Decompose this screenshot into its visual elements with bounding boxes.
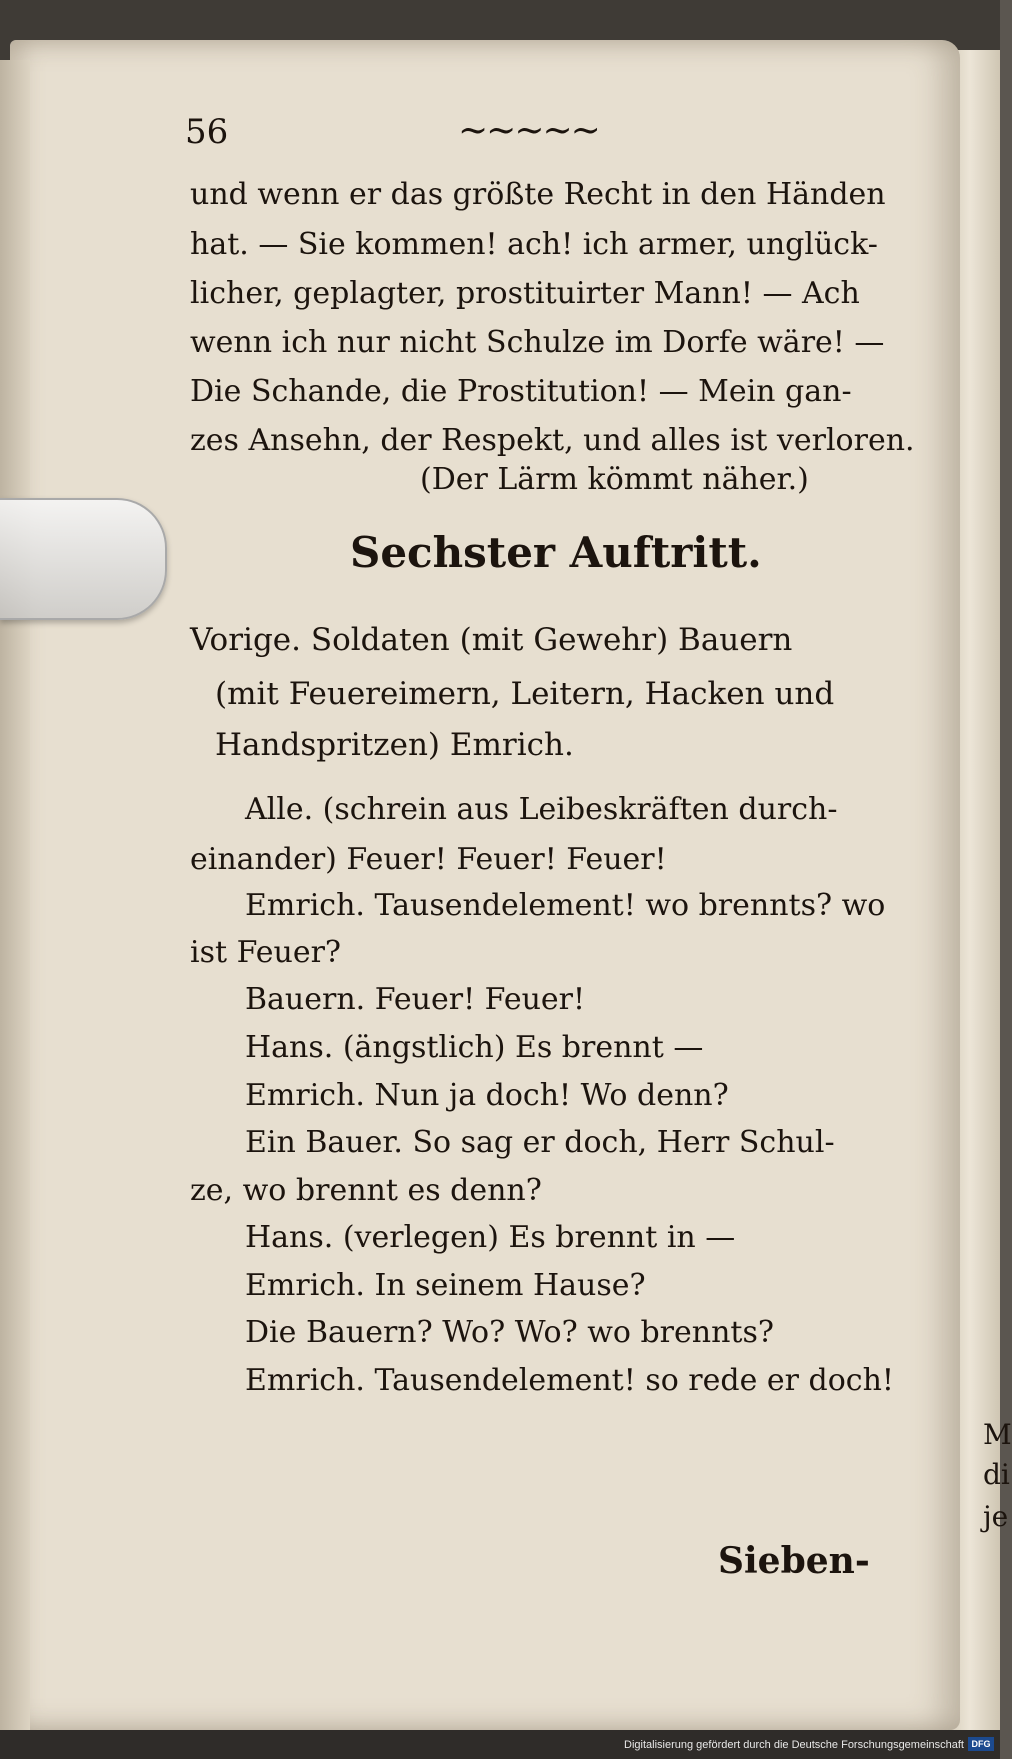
dialogue-line: Die Bauern? Wo? Wo? wo brennts? — [245, 1315, 774, 1350]
header-ornament: ~~~~~ — [458, 110, 599, 151]
stage-direction: (Der Lärm kömmt näher.) — [420, 462, 809, 497]
persons-line: (mit Feuereimern, Leitern, Hacken und — [215, 676, 835, 712]
next-page-fragment: je — [983, 1500, 1009, 1533]
dialogue-line: Emrich. Nun ja doch! Wo denn? — [245, 1078, 729, 1113]
text-line: wenn ich nur nicht Schulze im Dorfe wäre! — — [190, 325, 885, 360]
catchword: Sieben- — [718, 1540, 870, 1582]
page-gutter — [0, 60, 30, 1730]
dialogue-line: Hans. (verlegen) Es brennt in — — [245, 1220, 736, 1255]
dialogue-line: Hans. (ängstlich) Es brennt — — [245, 1030, 704, 1065]
persons-line: Handspritzen) Emrich. — [215, 727, 574, 763]
text-line: licher, geplagter, prostituirter Mann! — Ach — [190, 276, 860, 311]
dfg-logo: DFG — [968, 1737, 994, 1751]
scene-heading: Sechster Auftritt. — [350, 528, 762, 577]
text-line: und wenn er das größte Recht in den Händen — [190, 177, 886, 212]
text-line: zes Ansehn, der Respekt, und alles ist verloren. — [190, 423, 915, 458]
dialogue-line: Emrich. Tausendelement! so rede er doch! — [245, 1363, 894, 1398]
next-page-fragment: M — [983, 1418, 1012, 1451]
dialogue-line: Emrich. Tausendelement! wo brennts? wo — [245, 888, 886, 923]
footer-credit: Digitalisierung gefördert durch die Deutsche Forschungsgemeinschaft — [624, 1739, 964, 1751]
page-number: 56 — [185, 112, 229, 152]
next-page-fragment: di — [983, 1458, 1010, 1491]
dialogue-line: Emrich. In seinem Hause? — [245, 1268, 646, 1303]
page-clip — [0, 498, 167, 620]
text-line: hat. — Sie kommen! ach! ich armer, unglück- — [190, 227, 878, 262]
dialogue-line: Alle. (schrein aus Leibeskräften durch- — [245, 792, 838, 827]
dialogue-line: einander) Feuer! Feuer! Feuer! — [190, 842, 667, 877]
dialogue-line: ze, wo brennt es denn? — [190, 1173, 542, 1208]
dialogue-line: Bauern. Feuer! Feuer! — [245, 982, 586, 1017]
text-line: Die Schande, die Prostitution! — Mein gan- — [190, 374, 852, 409]
dialogue-line: Ein Bauer. So sag er doch, Herr Schul- — [245, 1125, 835, 1160]
dialogue-line: ist Feuer? — [190, 935, 342, 970]
persons-line: Vorige. Soldaten (mit Gewehr) Bauern — [190, 622, 793, 658]
